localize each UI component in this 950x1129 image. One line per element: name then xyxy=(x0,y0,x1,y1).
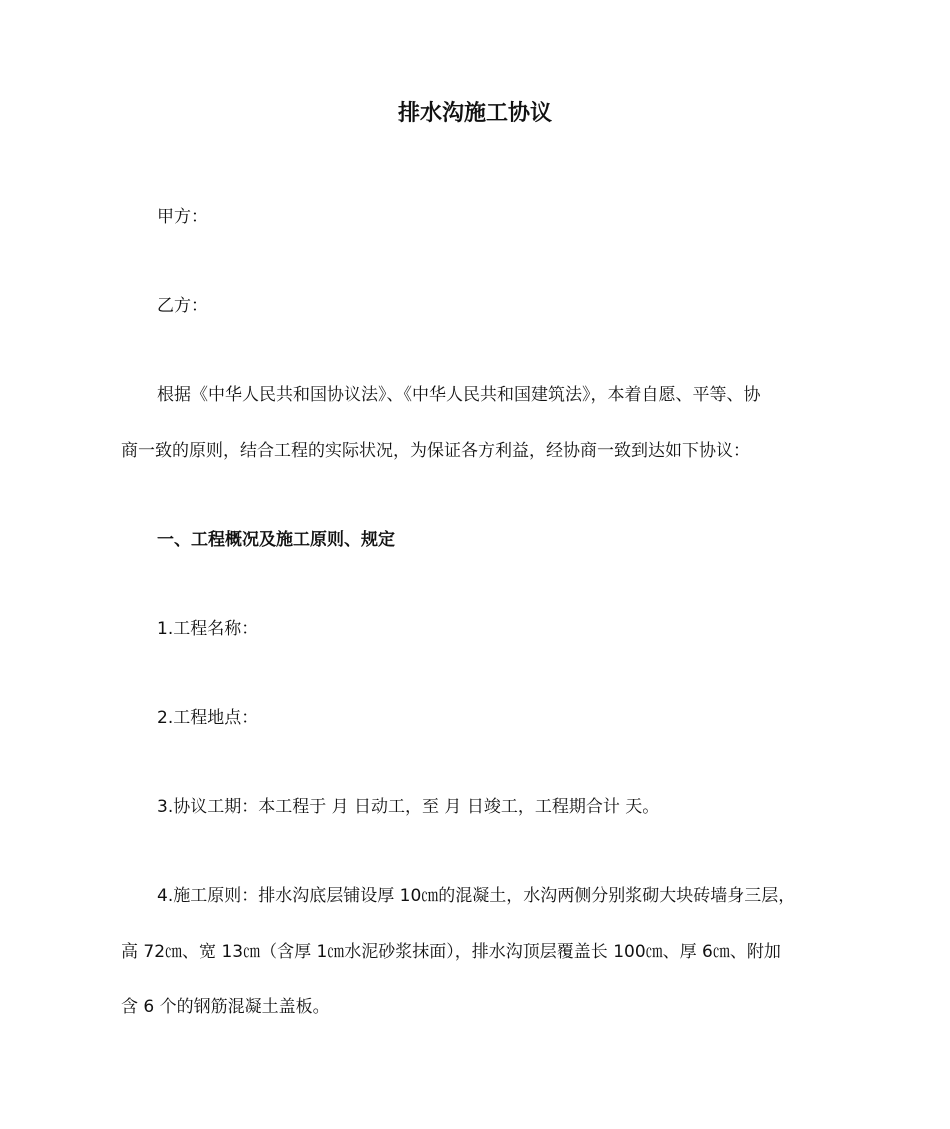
party-a-label: 甲方： xyxy=(157,207,208,227)
item-construction-principle-line-2: 高 72㎝、宽 13㎝（含厚 1㎝水泥砂浆抹面），排水沟顶层覆盖长 100㎝、厚 6㎝、附加 xyxy=(121,942,781,962)
document-title: 排水沟施工协议 xyxy=(397,101,552,126)
item-construction-principle-line-1: 4.施工原则：排水沟底层铺设厚 10㎝的混凝土，水沟两侧分别浆砌大块砖墙身三层， xyxy=(157,886,796,906)
item-project-location: 2.工程地点： xyxy=(157,708,259,728)
item-contract-period: 3.协议工期：本工程于 月 日动工，至 月 日竣工，工程期合计 天。 xyxy=(157,797,660,817)
party-b-label: 乙方： xyxy=(157,296,208,316)
preamble-line-2: 商一致的原则，结合工程的实际状况，为保证各方利益，经协商一致到达如下协议： xyxy=(121,441,750,461)
item-construction-principle-line-3: 含 6 个的钢筋混凝土盖板。 xyxy=(121,997,330,1017)
section-heading-1: 一、工程概况及施工原则、规定 xyxy=(157,530,395,550)
item-project-name: 1.工程名称： xyxy=(157,619,259,639)
preamble-line-1: 根据《中华人民共和国协议法》、《中华人民共和国建筑法》，本着自愿、平等、协 xyxy=(157,385,761,405)
